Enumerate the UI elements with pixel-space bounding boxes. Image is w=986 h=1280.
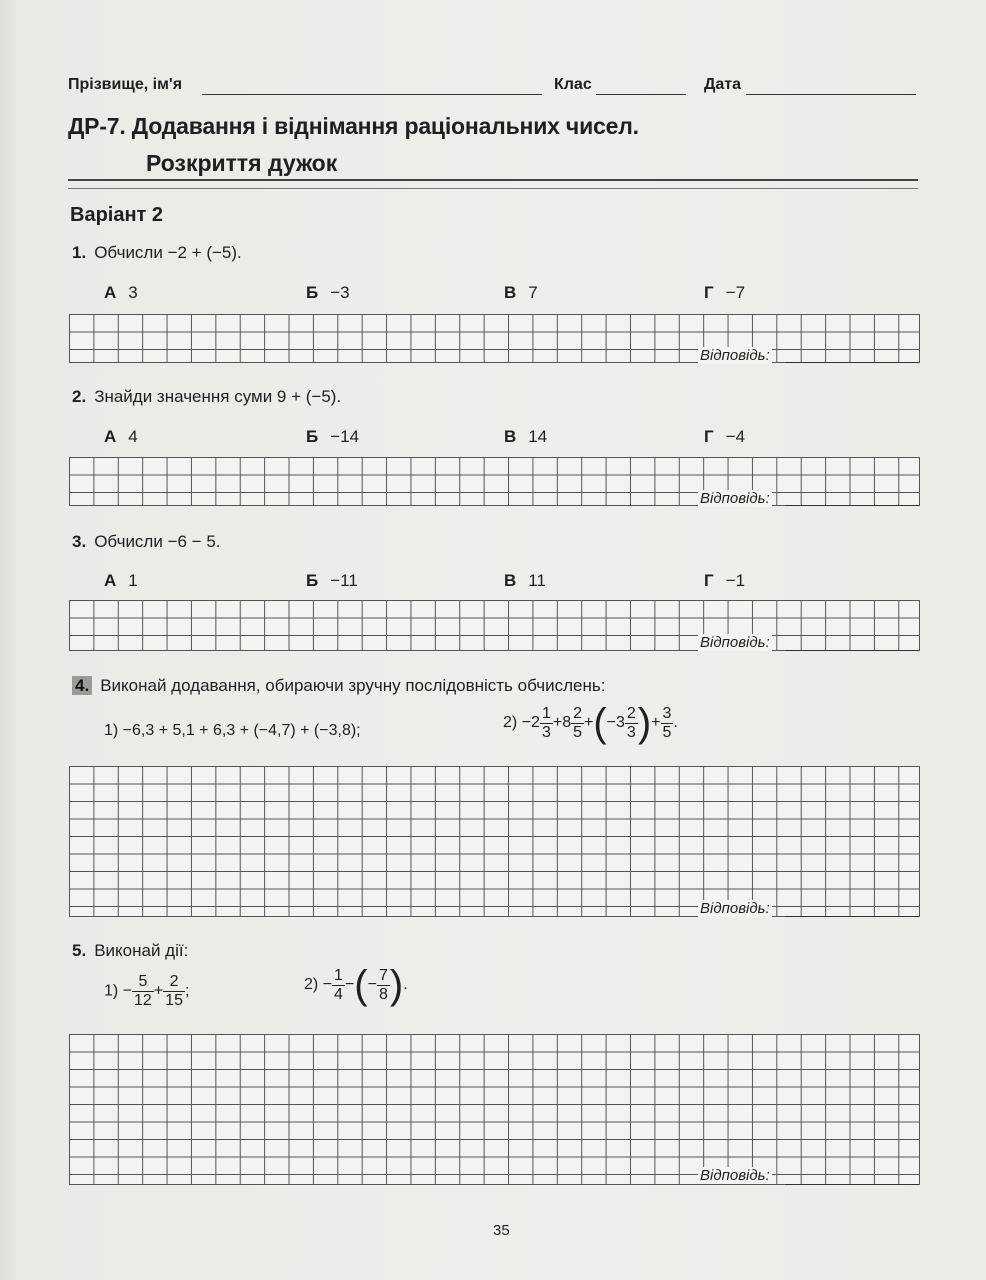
question-2: 2. Знайди значення суми 9 + (−5). [72,387,342,406]
q5-part1-expression: 1) − $\frac{5}{12}$ + $\frac{2}{15}$ ; [104,973,190,1009]
class-label: Клас [554,76,592,93]
question-text: Виконай дії: [94,941,189,960]
answer-grid-2[interactable] [69,457,920,506]
question-text: Обчисли −2 + (−5). [94,243,242,262]
answer-grid-3[interactable] [69,600,920,651]
answer-line-4[interactable] [785,916,919,917]
class-field-line[interactable] [596,94,686,95]
answer-line-5[interactable] [785,1184,919,1185]
option-d[interactable]: Г −1 [704,571,746,590]
page-title: ДР-7. Додавання і віднімання раціональних чисел. [68,113,639,139]
name-label: Прізвище, ім'я [68,76,183,93]
q4-part2-expression: 2) −2 $\frac{1}{3}$ +8 $\frac{2}{5}$ +(−3 $\frac{2}{3}$ )+ $\frac{3}{5}$ . [503,701,678,745]
option-b[interactable]: Б −14 [306,427,360,446]
variant-heading: Варіант 2 [70,204,164,226]
option-c[interactable]: В 14 [504,427,548,446]
question-text: Виконай додавання, обираючи зручну послідовність обчислень: [100,676,606,695]
question-text: Обчисли −6 − 5. [94,532,221,551]
answer-label-5: Відповідь: [700,1167,770,1184]
option-c[interactable]: В 11 [504,571,546,590]
option-b[interactable]: Б −11 [306,571,358,590]
option-a[interactable]: А 1 [104,571,138,590]
title-divider [68,179,918,181]
question-1 [72,243,242,263]
answer-line-2[interactable] [785,505,919,506]
question-5: 5. Виконай дії: [72,941,189,960]
answer-label-4: Відповідь: [700,900,770,917]
option-d[interactable]: Г −7 [704,283,746,302]
option-d[interactable]: Г −4 [704,427,746,446]
question-3: 3. Обчисли −6 − 5. [72,532,221,551]
q4-part1-expression: 1) −6,3 + 5,1 + 6,3 + (−4,7) + (−3,8); [104,722,361,739]
option-a[interactable]: А 4 [104,427,138,446]
title-divider-thin [68,188,918,189]
answer-label-3: Відповідь: [700,634,770,651]
header-fields [68,72,918,98]
question-number-highlight: 4. [72,676,92,695]
question-number: 1. [72,243,87,262]
answer-grid-5[interactable] [69,1034,920,1185]
answer-line-3[interactable] [785,650,919,651]
option-a[interactable]: А 3 [104,283,138,302]
answer-line-1[interactable] [785,362,919,363]
answer-grid-1[interactable] [69,314,920,363]
date-label: Дата [704,76,742,93]
option-c[interactable]: В 7 [504,283,538,302]
answer-label-2: Відповідь: [700,490,770,507]
date-field-line[interactable] [746,94,916,95]
page-subtitle: Розкриття дужок [146,150,338,176]
answer-label-1: Відповідь: [700,347,770,364]
q5-part2-expression: 2) − $\frac{1}{4}$ −(− $\frac{7}{8}$ ). [304,963,408,1007]
answer-grid-4[interactable] [69,766,920,917]
question-text: Знайди значення суми 9 + (−5). [94,387,342,406]
page-number: 35 [493,1222,510,1239]
name-field-line[interactable] [202,94,542,95]
option-b[interactable]: Б −3 [306,283,350,302]
question-4 [72,676,605,696]
